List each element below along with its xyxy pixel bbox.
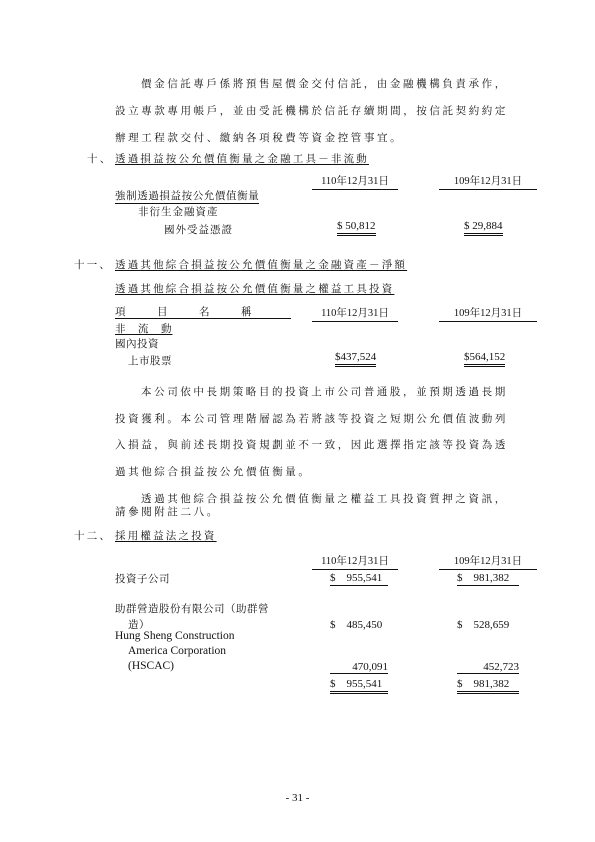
section12-number: 十二、: [74, 530, 113, 542]
section11-domestic: 國內投資: [115, 338, 159, 350]
section12-total-109: $ 981,382: [457, 675, 519, 694]
section12-row2-110: 470,091: [330, 661, 388, 674]
section12-title: 採用權益法之投資: [115, 530, 217, 542]
section12-row-subsidiaries: 投資子公司: [115, 573, 170, 585]
section11-value-110: $437,524: [335, 351, 376, 367]
section12-row1-110: $ 485,450: [330, 619, 383, 631]
section10-col-109: 109年12月31日: [439, 173, 537, 190]
section11-para1-line-2: 投資獲利。本公司管理階層認為若將該等投資之短期公允價值波動列: [115, 413, 508, 425]
section11-item-header-rule: [115, 318, 291, 319]
section11-col-109: 109年12月31日: [439, 305, 537, 322]
trust-paragraph-line-2: 設立專款專用帳戶，並由受託機構於信託存續期間，按信託契約約定: [115, 105, 508, 117]
section12-row1-name-line-1: 助群營造股份有限公司（助群營: [115, 603, 269, 615]
section10-item: 國外受益憑證: [164, 224, 233, 236]
section11-para2-line-2: 請參閱附註二八。: [115, 506, 220, 518]
section10-category: 強制透過損益按公允價值衡量: [115, 190, 260, 202]
section11-listed: 上市股票: [128, 355, 172, 367]
section12-row2-109: 452,723: [457, 661, 519, 674]
section12-row2-name-line-1: Hung Sheng Construction: [115, 630, 235, 642]
section10-value-109: $ 29,884: [464, 220, 503, 236]
section10-value-110: $ 50,812: [337, 220, 376, 236]
section11-title: 透過其他綜合損益按公允價值衡量之金融資產－淨額: [115, 259, 408, 271]
trust-paragraph-line-1: 價金信託專戶係將預售屋價金交付信託，由金融機構負責承作，: [141, 78, 508, 90]
section10-subcategory: 非衍生金融資產: [138, 206, 219, 218]
section11-para1-line-1: 本公司依中長期策略目的投資上市公司普通股，並預期透過長期: [141, 386, 508, 398]
page-number: - 31 -: [285, 792, 310, 804]
trust-paragraph-line-3: 辦理工程款交付、繳納各項稅費等資金控管事宜。: [115, 132, 404, 144]
section11-value-109: $564,152: [464, 351, 505, 367]
section10-title: 透過損益按公允價值衡量之金融工具－非流動: [115, 153, 369, 165]
section10-number: 十、: [87, 153, 113, 165]
section12-subsidiaries-109: $ 981,382: [457, 569, 519, 586]
section12-row2-name-line-2: America Corporation: [128, 645, 227, 657]
section11-subtitle: 透過其他綜合損益按公允價值衡量之權益工具投資: [115, 283, 395, 295]
section11-col-110: 110年12月31日: [312, 305, 398, 322]
section12-total-110: $ 955,541: [330, 675, 388, 694]
section11-number: 十一、: [74, 259, 113, 271]
section12-subsidiaries-110: $ 955,541: [330, 569, 388, 586]
section12-row2-name-line-3: (HSCAC): [128, 660, 175, 672]
section11-noncurrent: 非 流 動: [115, 323, 173, 335]
section12-row1-109: $ 528,659: [457, 619, 510, 631]
section12-row1-name-line-2: 造）: [128, 619, 150, 631]
section12-col-110: 110年12月31日: [312, 553, 398, 570]
section11-col-item: 項 目 名 稱: [115, 306, 252, 318]
section11-para1-line-4: 過其他綜合損益按公允價值衡量。: [115, 466, 312, 478]
section12-col-109: 109年12月31日: [439, 553, 537, 570]
section10-col-110: 110年12月31日: [312, 173, 398, 190]
section11-para1-line-3: 入損益，與前述長期投資規劃並不一致，因此選擇指定該等投資為透: [115, 439, 508, 451]
section11-para2-line-1: 透過其他綜合損益按公允價值衡量之權益工具投資質押之資訊，: [141, 493, 508, 505]
